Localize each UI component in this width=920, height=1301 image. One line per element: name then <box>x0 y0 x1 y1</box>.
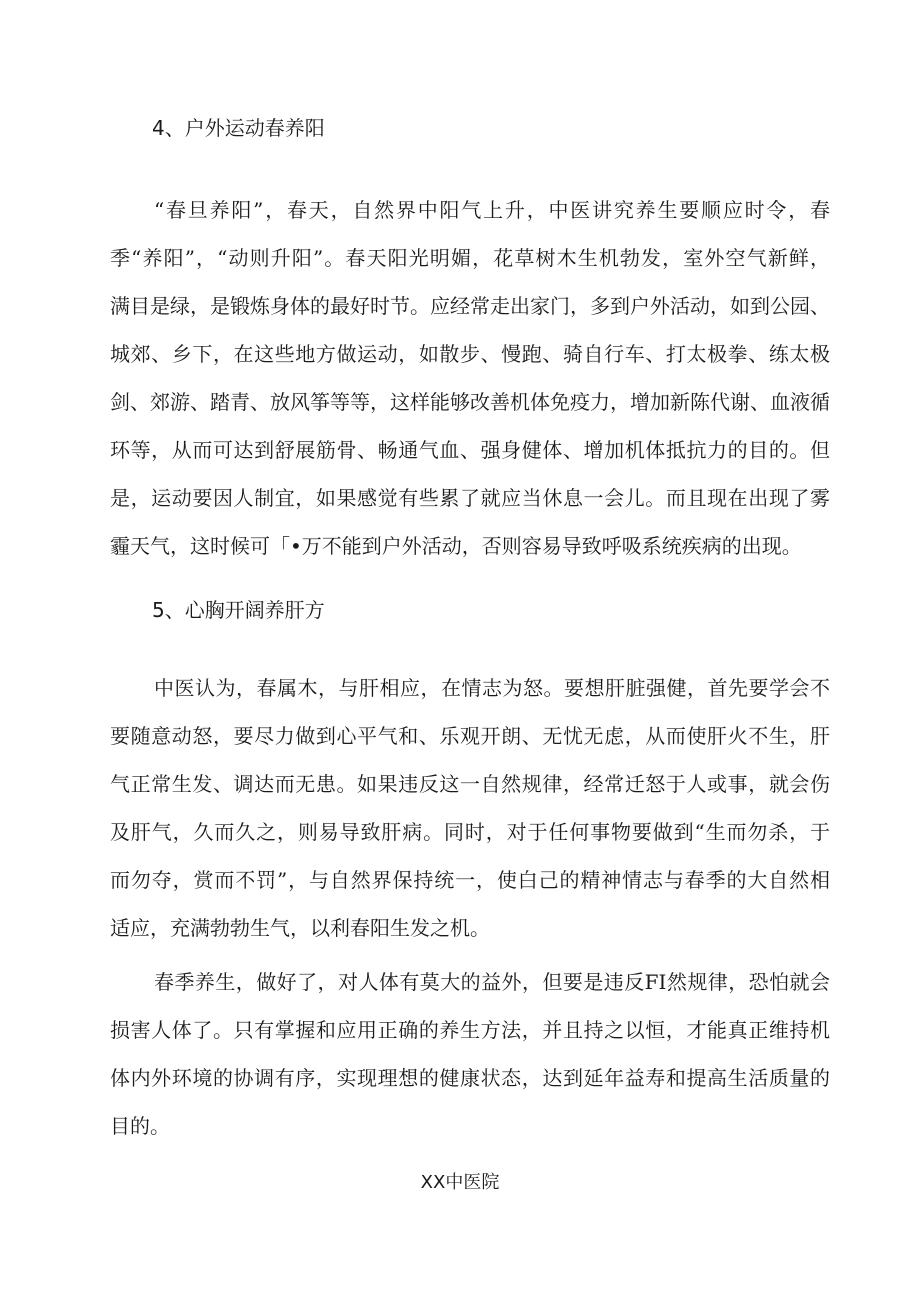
paragraph-line: 季“养阳”，“动则升阳”。春天阳光明媚，花草树木生机勃发，室外空气新鲜， <box>110 246 830 270</box>
paragraph-line: 是，运动要因人制宜，如果感觉有些累了就应当休息一会儿。而且现在出现了雾 <box>110 486 830 510</box>
paragraph-line: 剑、郊游、踏青、放风筝等等，这样能够改善机体免疫力，增加新陈代谢、血液循 <box>110 390 830 414</box>
section-4-heading: 4、户外运动春养阳 <box>152 116 325 140</box>
section-5-paragraph-2 <box>110 958 830 1150</box>
paragraph-line: 中医认为，春属木，与肝相应，在情志为怒。要想肝脏强健，首先要学会不 <box>154 676 830 700</box>
paragraph-line: 体内外环境的协调有序，实现理想的健康状态，达到延年益寿和提高生活质量的 <box>110 1066 830 1090</box>
section-5-paragraph-1 <box>110 664 830 952</box>
signature: XX中医院 <box>420 1172 500 1193</box>
section-4-paragraph <box>110 186 830 570</box>
paragraph-line: 而勿夺，赏而不罚”，与自然界保持统一，使白己的精神情志与春季的大自然相 <box>110 868 830 892</box>
paragraph-line: 适应，充满勃勃生气，以利春阳生发之机。 <box>110 916 490 940</box>
paragraph-line: 损害人体了。只有掌握和应用正确的养生方法，并且持之以恒，才能真正维持机 <box>110 1018 830 1042</box>
paragraph-line: “春旦养阳”，春天，自然界中阳气上升，中医讲究养生要顺应时令，春 <box>154 198 830 222</box>
paragraph-line: 环等，从而可达到舒展筋骨、畅通气血、强身健体、增加机体抵抗力的目的。但 <box>110 438 830 462</box>
paragraph-line: 满目是绿，是锻炼身体的最好时节。应经常走出家门，多到户外活动，如到公园、 <box>110 294 830 318</box>
paragraph-line: 气正常生发、调达而无患。如果违反这一自然规律，经常迁怒于人或事，就会伤 <box>110 772 830 796</box>
section-5-heading: 5、心胸开阔养肝方 <box>152 598 325 622</box>
paragraph-line: 及肝气，久而久之，则易导致肝病。同时，对于任何事物要做到“生而勿杀，于 <box>110 820 830 844</box>
paragraph-line: 目的。 <box>110 1114 170 1138</box>
paragraph-line: 要随意动怒，要尽力做到心平气和、乐观开朗、无忧无虑，从而使肝火不生，肝 <box>110 724 830 748</box>
paragraph-line: 城郊、乡下，在这些地方做运动，如散步、慢跑、骑自行车、打太极拳、练太极 <box>110 342 830 366</box>
paragraph-line: 春季养生，做好了，对人体有莫大的益外，但要是违反FI然规律，恐怕就会 <box>154 970 830 994</box>
paragraph-line: 霾天气，这时候可「•万不能到户外活动，否则容易导致呼吸系统疾病的出现。 <box>110 534 802 558</box>
